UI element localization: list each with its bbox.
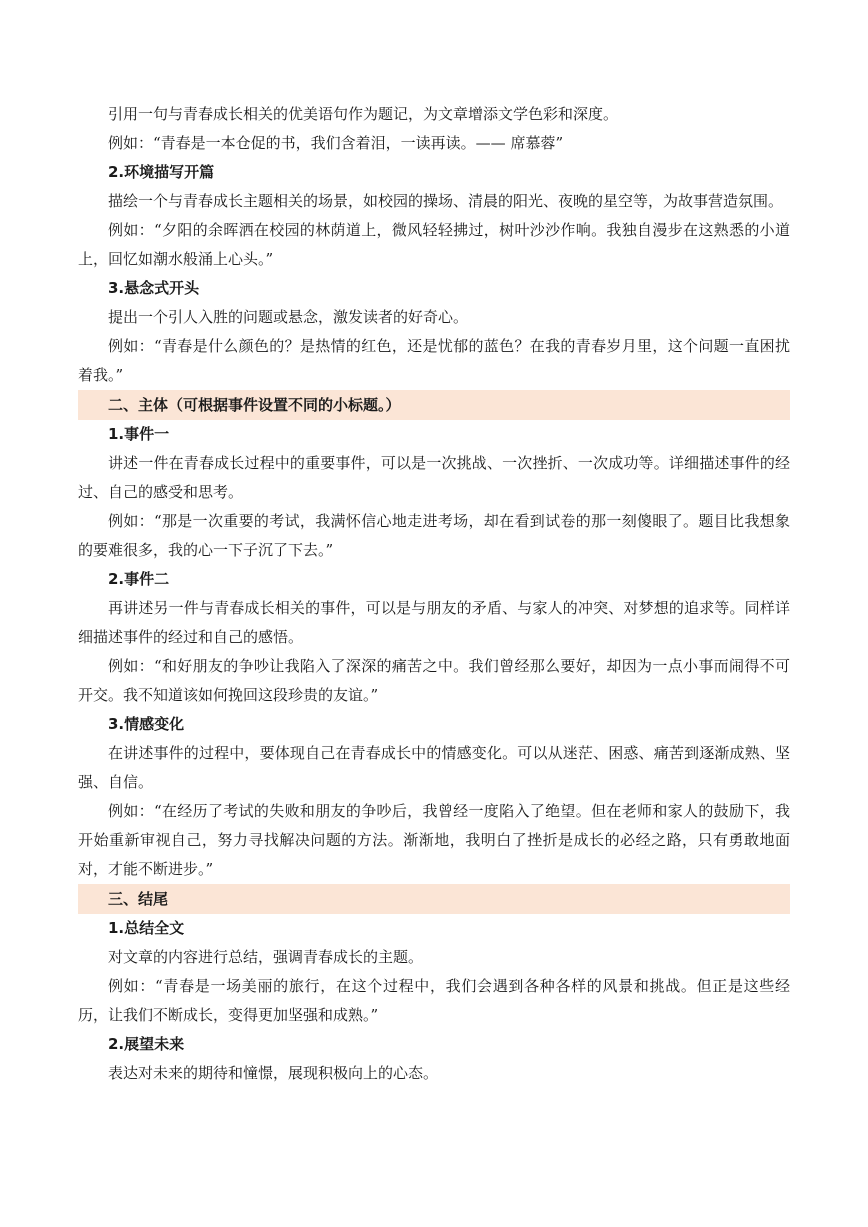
paragraph: 对文章的内容进行总结，强调青春成长的主题。 [108, 948, 424, 966]
example-paragraph: 例如：“青春是一场美丽的旅行，在这个过程中，我们会遇到各种各样的风景和挑战。但正是这些经历，让我们不断成长，变得更加坚强和成熟。” [78, 977, 790, 1024]
example-paragraph: 例如：“夕阳的余晖洒在校园的林荫道上，微风轻轻拂过，树叶沙沙作响。我独自漫步在这熟悉的小道上，回忆如潮水般涌上心头。” [78, 221, 790, 268]
paragraph: 再讲述另一件与青春成长相关的事件，可以是与朋友的矛盾、与家人的冲突、对梦想的追求等。同样详细描述事件的经过和自己的感悟。 [78, 599, 790, 646]
section-heading-main-body: 二、主体（可根据事件设置不同的小标题。） [78, 390, 790, 420]
paragraph: 讲述一件在青春成长过程中的重要事件，可以是一次挑战、一次挫折、一次成功等。详细描述事件的经过、自己的感受和思考。 [78, 454, 790, 501]
subheading: 3.情感变化 [108, 715, 185, 733]
document-page [78, 100, 790, 1088]
section-heading-ending: 三、结尾 [78, 884, 790, 914]
subheading: 1.事件一 [108, 425, 170, 443]
subheading: 1.总结全文 [108, 919, 185, 937]
example-paragraph: 例如：“青春是一本仓促的书，我们含着泪，一读再读。—— 席慕蓉” [108, 134, 564, 152]
subheading: 2.展望未来 [108, 1035, 185, 1053]
subheading: 2.环境描写开篇 [108, 163, 215, 181]
paragraph: 引用一句与青春成长相关的优美语句作为题记，为文章增添文学色彩和深度。 [108, 105, 619, 123]
paragraph: 描绘一个与青春成长主题相关的场景，如校园的操场、清晨的阳光、夜晚的星空等，为故事营造氛围。 [108, 192, 784, 210]
example-paragraph: 例如：“那是一次重要的考试，我满怀信心地走进考场，却在看到试卷的那一刻傻眼了。题目比我想象的要难很多，我的心一下子沉了下去。” [78, 512, 790, 559]
paragraph: 提出一个引人入胜的问题或悬念，激发读者的好奇心。 [108, 308, 469, 326]
example-paragraph: 例如：“青春是什么颜色的？是热情的红色，还是忧郁的蓝色？在我的青春岁月里，这个问题一直困扰着我。” [78, 337, 790, 384]
subheading: 2.事件二 [108, 570, 170, 588]
example-paragraph: 例如：“和好朋友的争吵让我陷入了深深的痛苦之中。我们曾经那么要好，却因为一点小事而闹得不可开交。我不知道该如何挽回这段珍贵的友谊。” [78, 657, 790, 704]
paragraph: 表达对未来的期待和憧憬，展现积极向上的心态。 [108, 1064, 439, 1082]
paragraph: 在讲述事件的过程中，要体现自己在青春成长中的情感变化。可以从迷茫、困惑、痛苦到逐渐成熟、坚强、自信。 [78, 744, 790, 791]
subheading: 3.悬念式开头 [108, 279, 200, 297]
example-paragraph: 例如：“在经历了考试的失败和朋友的争吵后，我曾经一度陷入了绝望。但在老师和家人的鼓励下，我开始重新审视自己，努力寻找解决问题的方法。渐渐地，我明白了挫折是成长的必经之路，只有勇敢地面对，才能不断进步。” [78, 802, 790, 878]
